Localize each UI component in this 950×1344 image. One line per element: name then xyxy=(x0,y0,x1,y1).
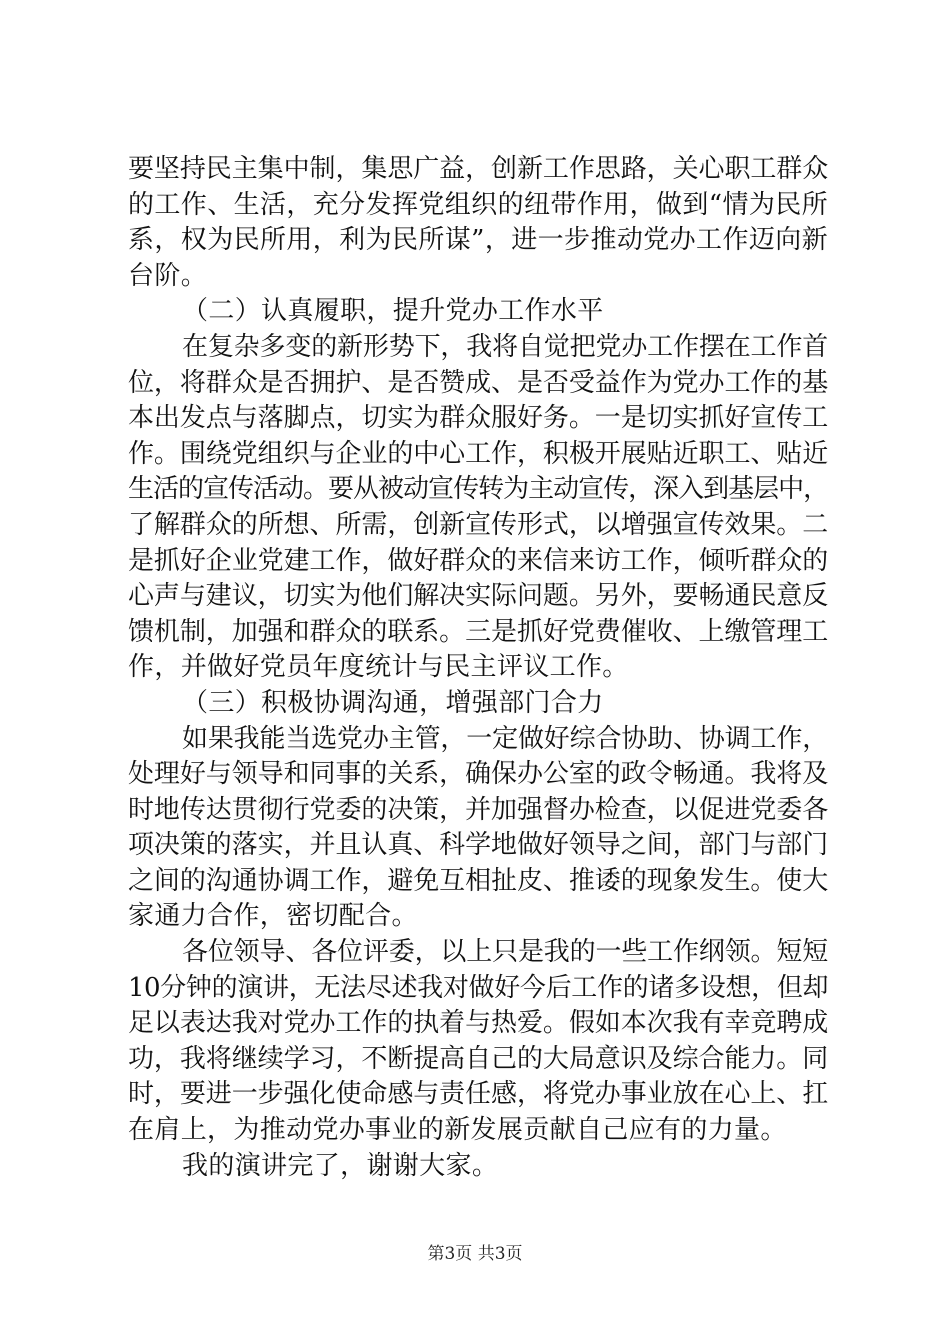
text-line: 本出发点与落脚点，切实为群众服好务。一是切实抓好宣传工 xyxy=(128,403,828,434)
text-line: 处理好与领导和同事的关系，确保办公室的政令畅通。我将及 xyxy=(128,759,828,790)
text-line: 作。围绕党组织与企业的中心工作，积极开展贴近职工、贴近 xyxy=(128,438,828,469)
text-line: 足以表达我对党办工作的执着与热爱。假如本次我有幸竞聘成 xyxy=(128,1008,828,1039)
text-line: 我的演讲完了，谢谢大家。 xyxy=(182,1150,499,1181)
text-line: 台阶。 xyxy=(128,260,208,291)
text-line: 作，并做好党员年度统计与民主评议工作。 xyxy=(128,652,629,683)
text-line: 时地传达贯彻行党委的决策，并加强督办检查，以促进党委各 xyxy=(128,794,828,825)
text-line: 心声与建议，切实为他们解决实际问题。另外，要畅通民意反 xyxy=(128,581,828,612)
text-line: 功，我将继续学习，不断提高自己的大局意识及综合能力。同 xyxy=(128,1043,828,1074)
text-line: （三）积极协调沟通，增强部门合力 xyxy=(182,687,604,718)
text-line: （二）认真履职，提升党办工作水平 xyxy=(182,296,604,327)
text-line: 项决策的落实，并且认真、科学地做好领导之间，部门与部门 xyxy=(128,830,828,861)
text-line: 各位领导、各位评委，以上只是我的一些工作纲领。短短 xyxy=(182,937,828,968)
text-line: 了解群众的所想、所需，创新宣传形式，以增强宣传效果。二 xyxy=(128,509,828,540)
text-line: 要坚持民主集中制，集思广益，创新工作思路，关心职工群众 xyxy=(128,154,828,184)
document-body xyxy=(128,152,828,1184)
text-line: 在复杂多变的新形势下，我将自觉把党办工作摆在工作首 xyxy=(182,331,828,362)
text-line: 生活的宣传活动。要从被动宣传转为主动宣传，深入到基层中， xyxy=(128,474,828,505)
text-line: 的工作、生活，充分发挥党组织的纽带作用，做到“情为民所 xyxy=(128,189,828,220)
text-line: 如果我能当选党办主管，一定做好综合协助、协调工作， xyxy=(182,723,828,754)
text-line: 时，要进一步强化使命感与责任感，将党办事业放在心上、扛 xyxy=(128,1079,828,1110)
text-line: 馈机制，加强和群众的联系。三是抓好党费催收、上缴管理工 xyxy=(128,616,828,647)
text-line: 是抓好企业党建工作，做好群众的来信来访工作，倾听群众的 xyxy=(128,545,828,576)
text-line: 位，将群众是否拥护、是否赞成、是否受益作为党办工作的基 xyxy=(128,367,828,398)
text-line: 系，权为民所用，利为民所谋”，进一步推动党办工作迈向新 xyxy=(128,225,828,256)
text-line: 之间的沟通协调工作，避免互相扯皮、推诿的现象发生。使大 xyxy=(128,865,828,896)
text-line: 10分钟的演讲，无法尽述我对做好今后工作的诸多设想，但却 xyxy=(128,972,828,1003)
text-line: 家通力合作，密切配合。 xyxy=(128,901,418,932)
text-line: 在肩上，为推动党办事业的新发展贡献自己应有的力量。 xyxy=(128,1115,787,1146)
page-footer: 第3页 共3页 xyxy=(427,1244,523,1264)
